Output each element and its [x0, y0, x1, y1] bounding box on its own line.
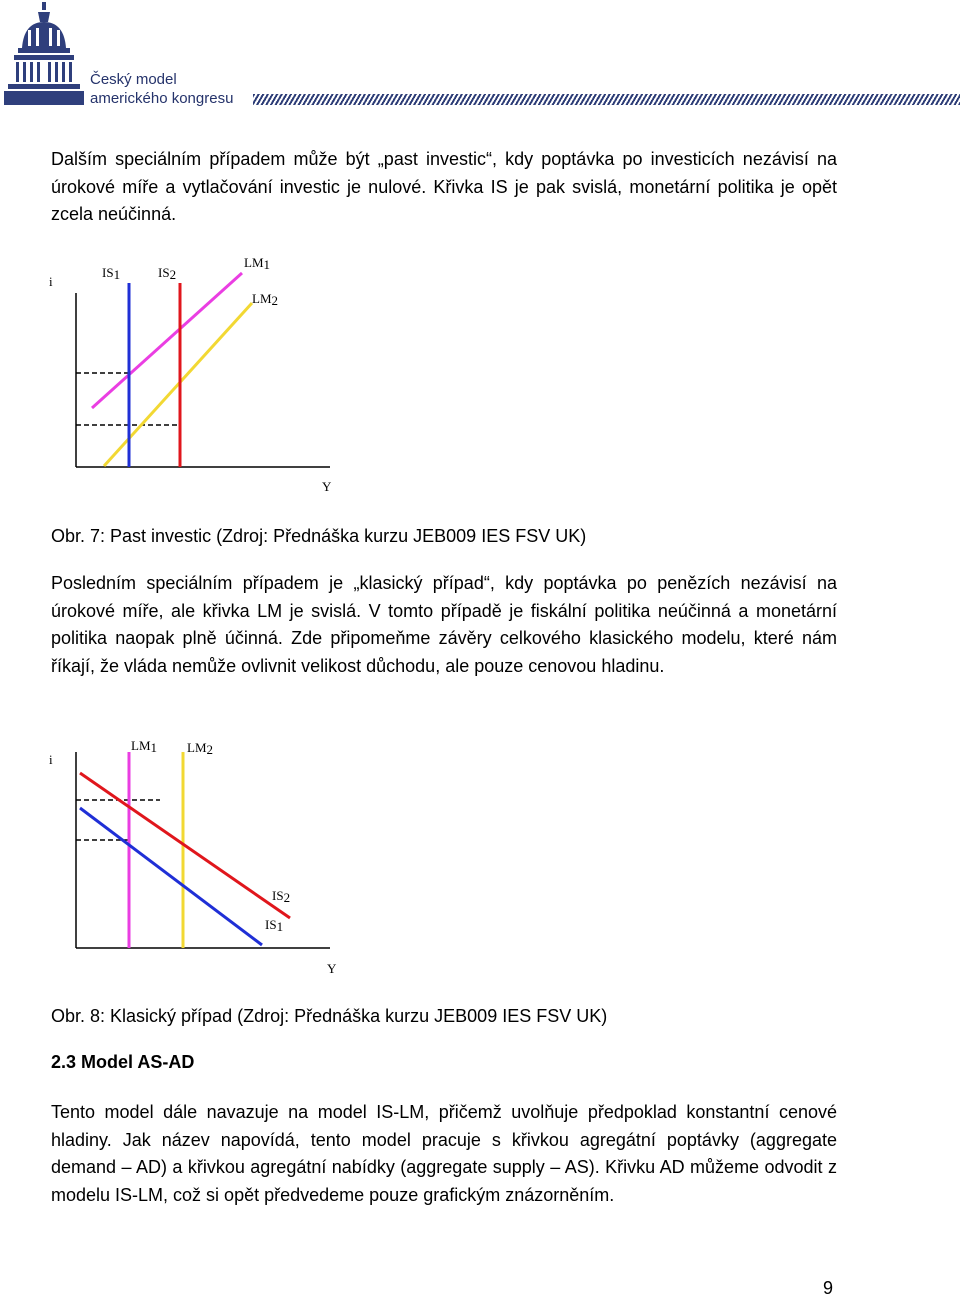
is1-curve: [80, 808, 262, 945]
page-number: 9: [823, 1278, 834, 1298]
x-axis-label: Y: [322, 479, 332, 494]
lm2-label: LM2: [187, 740, 213, 757]
lm2-label: LM2: [252, 291, 278, 308]
lm1-label: LM1: [131, 738, 157, 755]
figure-classical-case: [30, 730, 390, 980]
page-header: [0, 0, 960, 110]
x-axis-label: Y: [327, 961, 337, 976]
lm1-label: LM1: [244, 255, 270, 272]
figure-investment-trap: [30, 245, 390, 505]
is1-label: IS1: [265, 917, 284, 934]
section-heading: 2.3 Model AS-AD: [51, 1052, 195, 1072]
logo-text: [90, 70, 233, 108]
paragraph-liquidity-trap: Dalším speciálním případem může být „past investic“, kdy poptávka po investicích nezávisí na úrokové míře a vytlačování investic je nulové. Křivka IS je pak svislá, monetární politika je opět zcela neúčinná.: [51, 149, 837, 224]
capitol-dome-logo-icon: [4, 0, 84, 108]
is2-label: IS2: [158, 265, 177, 282]
is1-label: IS1: [102, 265, 121, 282]
paragraph-as-ad-model: Tento model dále navazuje na model IS-LM, přičemž uvolňuje předpoklad konstantní cenové hladiny. Jak název napovídá, tento model pracuje s křivkou agregátní poptávky (aggregate demand – AD) a křivkou agregátní nabídky (aggregate supply – AS). Křivku AD můžeme odvodit z modelu IS-LM, což si opět předvedeme pouze grafickým znázorněním.: [51, 1102, 837, 1205]
paragraph-classical-case: Posledním speciálním případem je „klasický případ“, kdy poptávka po penězích nezávisí na úrokové míře, ale křivka LM je svislá. V tomto případě je fiskální politika neúčinná a monetární politika naopak plně účinná. Zde připomeňme závěry celkového klasického modelu, které nám říkají, že vláda nemůže ovlivnit velikost důchodu, ale pouze cenovou hladinu.: [51, 573, 837, 676]
y-axis-label: i: [49, 752, 53, 767]
is2-label: IS2: [272, 888, 291, 905]
figure-7-caption: Obr. 7: Past investic (Zdroj: Přednáška kurzu JEB009 IES FSV UK): [51, 526, 587, 546]
y-axis-label: i: [49, 274, 53, 289]
lm2-curve: [104, 303, 252, 466]
is2-curve: [80, 773, 290, 918]
header-stripe: [253, 94, 960, 105]
figure-8-caption: Obr. 8: Klasický případ (Zdroj: Přednáška kurzu JEB009 IES FSV UK): [51, 1006, 608, 1026]
logo-line-1: Český model: [90, 71, 177, 88]
logo-line-2: amerického kongresu: [90, 90, 234, 107]
